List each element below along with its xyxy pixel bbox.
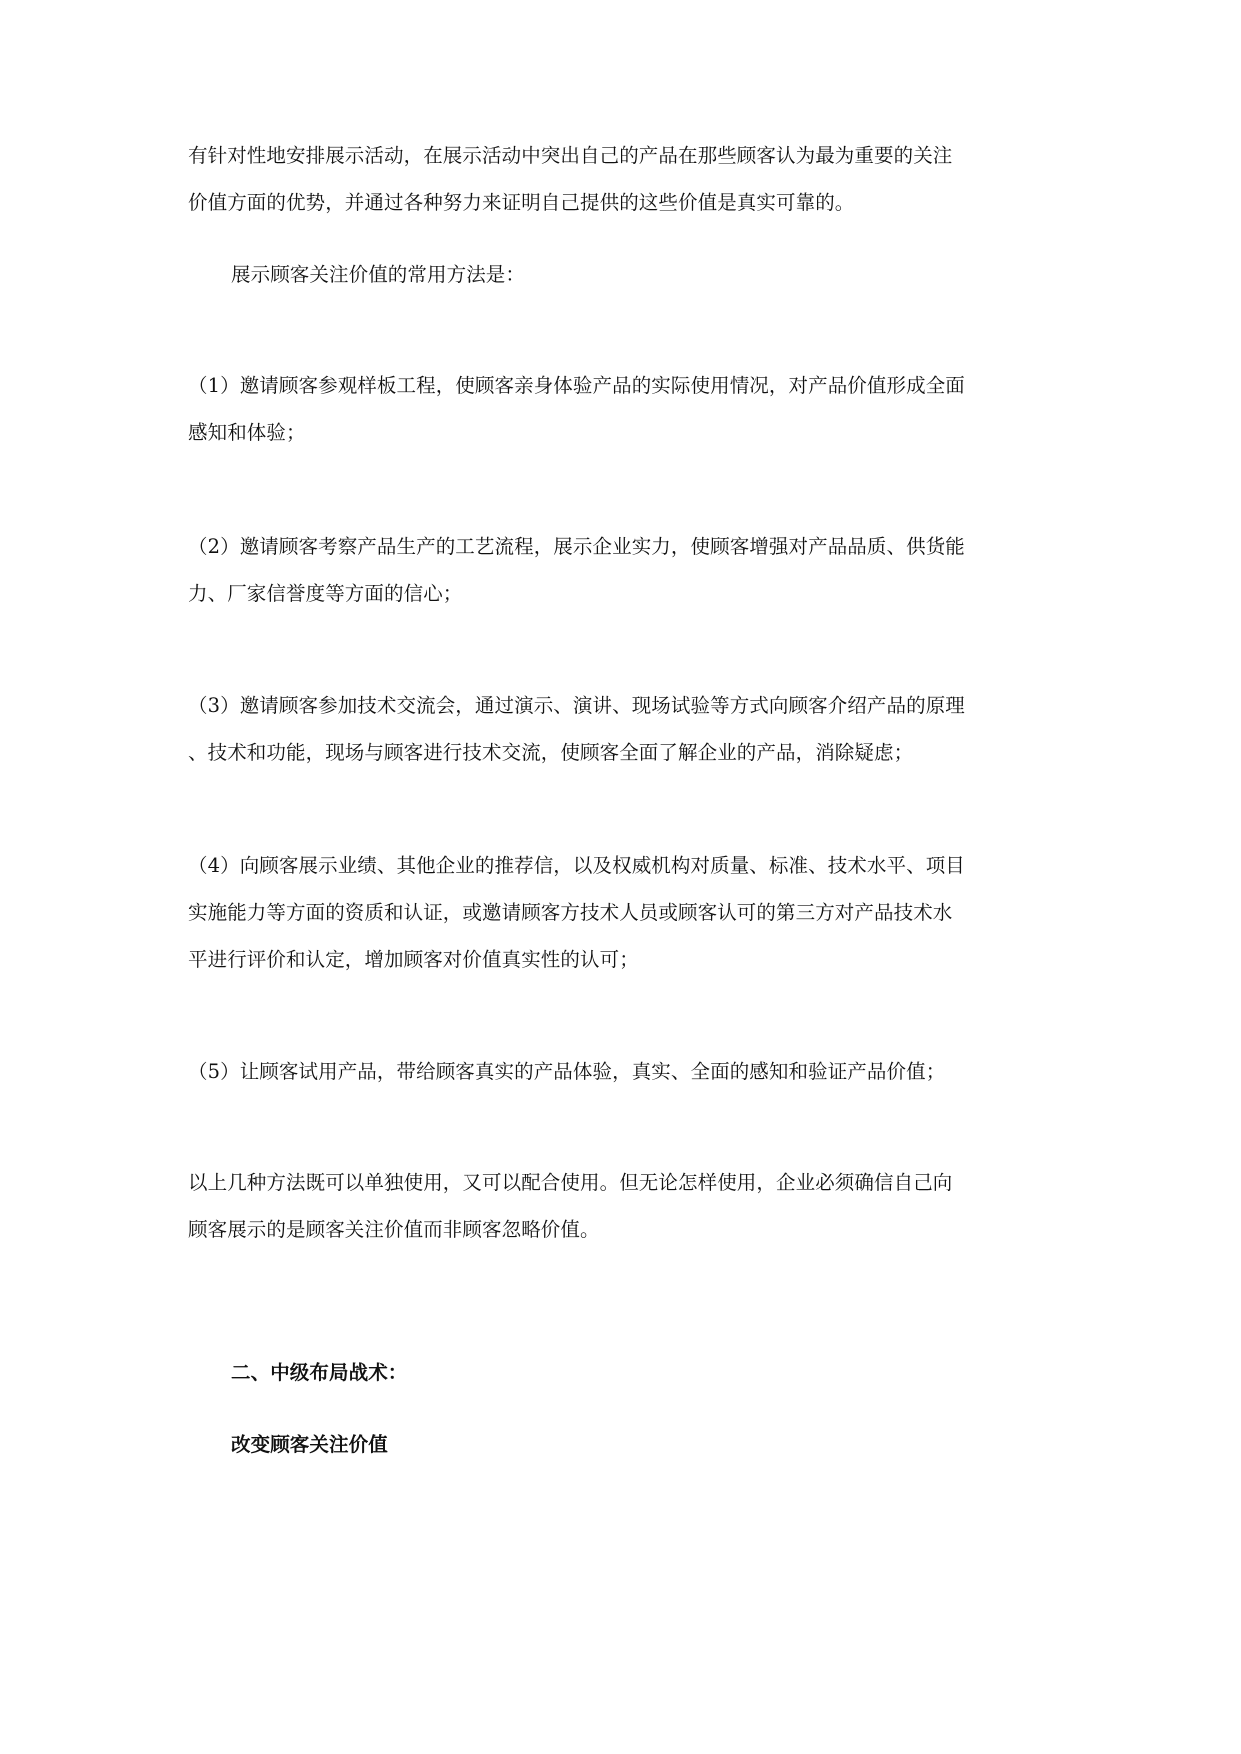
intro-line-2: 价值方面的优势，并通过各种努力来证明自己提供的这些价值是真实可靠的。 bbox=[188, 191, 855, 214]
intro-line-1: 有针对性地安排展示活动，在展示活动中突出自己的产品在那些顾客认为最为重要的关注 bbox=[188, 144, 953, 167]
method-1-line-2: 感知和体验； bbox=[188, 421, 306, 444]
conclusion-line-1: 以上几种方法既可以单独使用，又可以配合使用。但无论怎样使用，企业必须确信自己向 bbox=[188, 1171, 953, 1194]
method-2-line-1: （2）邀请顾客考察产品生产的工艺流程，展示企业实力，使顾客增强对产品品质、供货能 bbox=[188, 535, 965, 558]
subsection-heading: 改变顾客关注价值 bbox=[231, 1433, 388, 1456]
method-4-line-2: 实施能力等方面的资质和认证，或邀请顾客方技术人员或顾客认可的第三方对产品技术水 bbox=[188, 901, 953, 924]
method-3-line-2: 、技术和功能，现场与顾客进行技术交流，使顾客全面了解企业的产品，消除疑虑； bbox=[188, 741, 914, 764]
section-heading: 二、中级布局战术： bbox=[231, 1361, 408, 1384]
method-3-line-1: （3）邀请顾客参加技术交流会，通过演示、演讲、现场试验等方式向顾客介绍产品的原理 bbox=[188, 694, 965, 717]
method-4-line-1: （4）向顾客展示业绩、其他企业的推荐信，以及权威机构对质量、标准、技术水平、项目 bbox=[188, 854, 965, 877]
methods-intro: 展示顾客关注价值的常用方法是： bbox=[231, 263, 526, 286]
method-1-line-1: （1）邀请顾客参观样板工程，使顾客亲身体验产品的实际使用情况，对产品价值形成全面 bbox=[188, 374, 965, 397]
method-5-line-1: （5）让顾客试用产品，带给顾客真实的产品体验，真实、全面的感知和验证产品价值； bbox=[188, 1060, 946, 1083]
method-2-line-2: 力、厂家信誉度等方面的信心； bbox=[188, 582, 463, 605]
conclusion-line-2: 顾客展示的是顾客关注价值而非顾客忽略价值。 bbox=[188, 1218, 600, 1241]
method-4-line-3: 平进行评价和认定，增加顾客对价值真实性的认可； bbox=[188, 948, 639, 971]
